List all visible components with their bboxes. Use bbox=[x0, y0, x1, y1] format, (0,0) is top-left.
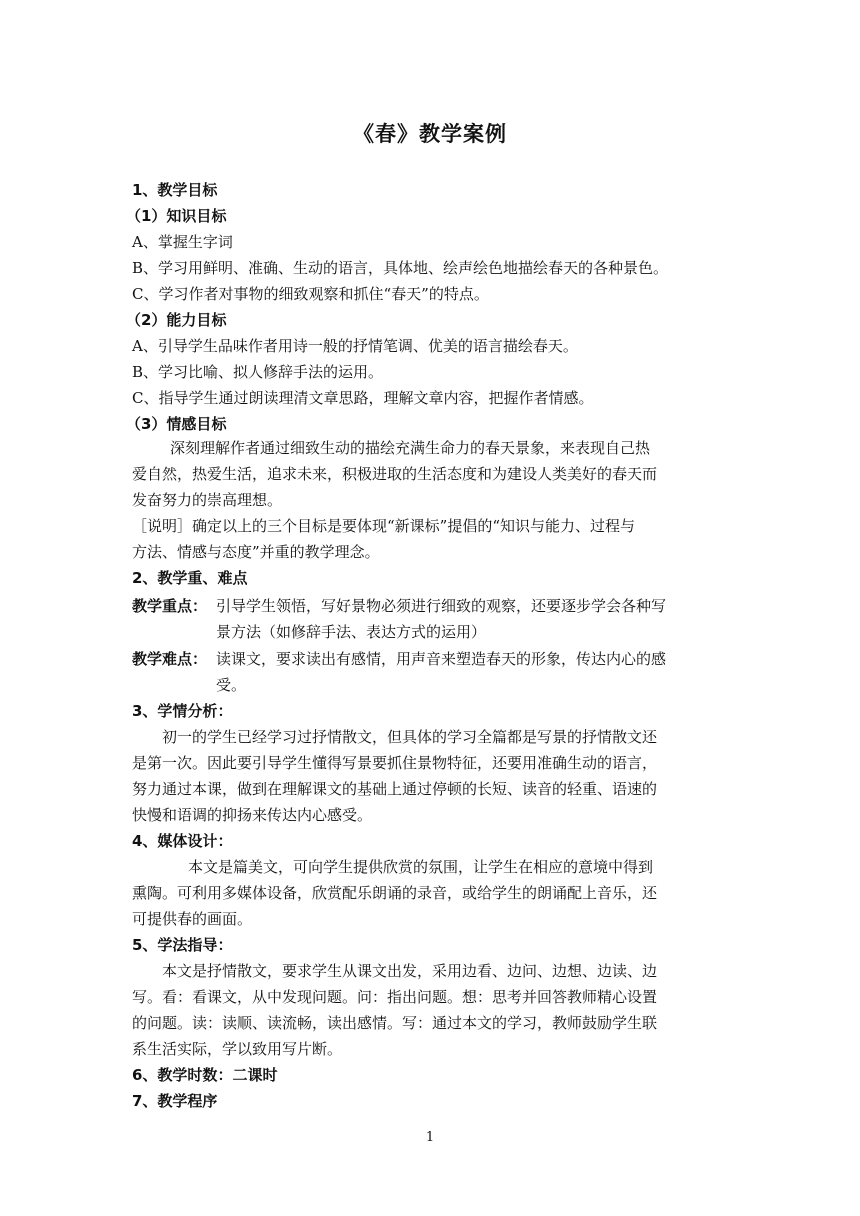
analysis-text-4: 快慢和语调的抑扬来传达内心感受。 bbox=[132, 806, 373, 824]
section-7-heading: 7、教学程序 bbox=[132, 1092, 218, 1110]
difficulty-text-2: 受。 bbox=[216, 676, 247, 694]
section-5-heading: 5、学法指导： bbox=[132, 936, 233, 954]
method-text-3: 的问题。读：读顺、读流畅，读出感情。写：通过本文的学习，教师鼓励学生联 bbox=[132, 1014, 658, 1032]
analysis-text-2: 是第一次。因此要引导学生懂得写景要抓住景物特征，还要用准确生动的语言， bbox=[132, 754, 658, 772]
emotion-goal-text-1: 深刻理解作者通过细致生动的描绘充满生命力的春天景象，来表现自己热 bbox=[170, 439, 651, 457]
section-6-heading: 6、教学时数：二课时 bbox=[132, 1066, 278, 1084]
analysis-text-3: 努力通过本课，做到在理解课文的基础上通过停顿的长短、读音的轻重、语速的 bbox=[132, 780, 658, 798]
difficulty-label: 教学难点： bbox=[132, 650, 208, 668]
section-2-heading: 2、教学重、难点 bbox=[132, 569, 248, 587]
key-point-text-2: 景方法（如修辞手法、表达方式的运用） bbox=[216, 623, 487, 641]
page-number: 1 bbox=[425, 1130, 435, 1145]
section-3-heading: 3、学情分析： bbox=[132, 702, 233, 720]
ability-goal-b: B、学习比喻、拟人修辞手法的运用。 bbox=[132, 363, 384, 381]
difficulty-text-1: 读课文，要求读出有感情，用声音来塑造春天的形象，传达内心的感 bbox=[216, 650, 667, 668]
knowledge-goal-c: C、学习作者对事物的细致观察和抓住“春天”的特点。 bbox=[132, 285, 489, 303]
emotion-goal-text-2: 爱自然，热爱生活，追求未来，积极进取的生活态度和为建设人类美好的春天而 bbox=[132, 465, 658, 483]
key-point-label: 教学重点： bbox=[132, 597, 208, 615]
emotion-goal-text-3: 发奋努力的崇高理想。 bbox=[132, 491, 283, 509]
knowledge-goal-b: B、学习用鲜明、准确、生动的语言，具体地、绘声绘色地描绘春天的各种景色。 bbox=[132, 259, 669, 277]
method-text-4: 系生活实际，学以致用写片断。 bbox=[132, 1040, 343, 1058]
media-text-3: 可提供春的画面。 bbox=[132, 910, 253, 928]
emotion-goals-heading: （3）情感目标 bbox=[126, 415, 227, 433]
method-text-2: 写。看：看课文，从中发现问题。问：指出问题。想：思考并回答教师精心设置 bbox=[132, 988, 658, 1006]
ability-goals-heading: （2）能力目标 bbox=[126, 311, 227, 329]
knowledge-goals-heading: （1）知识目标 bbox=[126, 207, 227, 225]
knowledge-goal-a: A、掌握生字词 bbox=[132, 233, 233, 251]
ability-goal-a: A、引导学生品味作者用诗一般的抒情笔调、优美的语言描绘春天。 bbox=[132, 337, 578, 355]
note-text-2: 方法、情感与态度”并重的教学理念。 bbox=[132, 543, 380, 561]
section-1-heading: 1、教学目标 bbox=[132, 181, 218, 199]
document-title: 《春》教学案例 bbox=[353, 122, 507, 146]
method-text-1: 本文是抒情散文，要求学生从课文出发，采用边看、边问、边想、边读、边 bbox=[162, 962, 658, 980]
section-4-heading: 4、媒体设计： bbox=[132, 832, 233, 850]
analysis-text-1: 初一的学生已经学习过抒情散文，但具体的学习全篇都是写景的抒情散文还 bbox=[162, 728, 658, 746]
media-text-2: 熏陶。可利用多媒体设备，欣赏配乐朗诵的录音，或给学生的朗诵配上音乐，还 bbox=[132, 884, 658, 902]
key-point-text-1: 引导学生领悟，写好景物必须进行细致的观察，还要逐步学会各种写 bbox=[216, 597, 667, 615]
ability-goal-c: C、指导学生通过朗读理清文章思路，理解文章内容，把握作者情感。 bbox=[132, 389, 594, 407]
note-text-1: ［说明］确定以上的三个目标是要体现“新课标”提倡的“知识与能力、过程与 bbox=[132, 517, 636, 535]
media-text-1: 本文是篇美文，可向学生提供欣赏的氛围，让学生在相应的意境中得到 bbox=[188, 858, 654, 876]
